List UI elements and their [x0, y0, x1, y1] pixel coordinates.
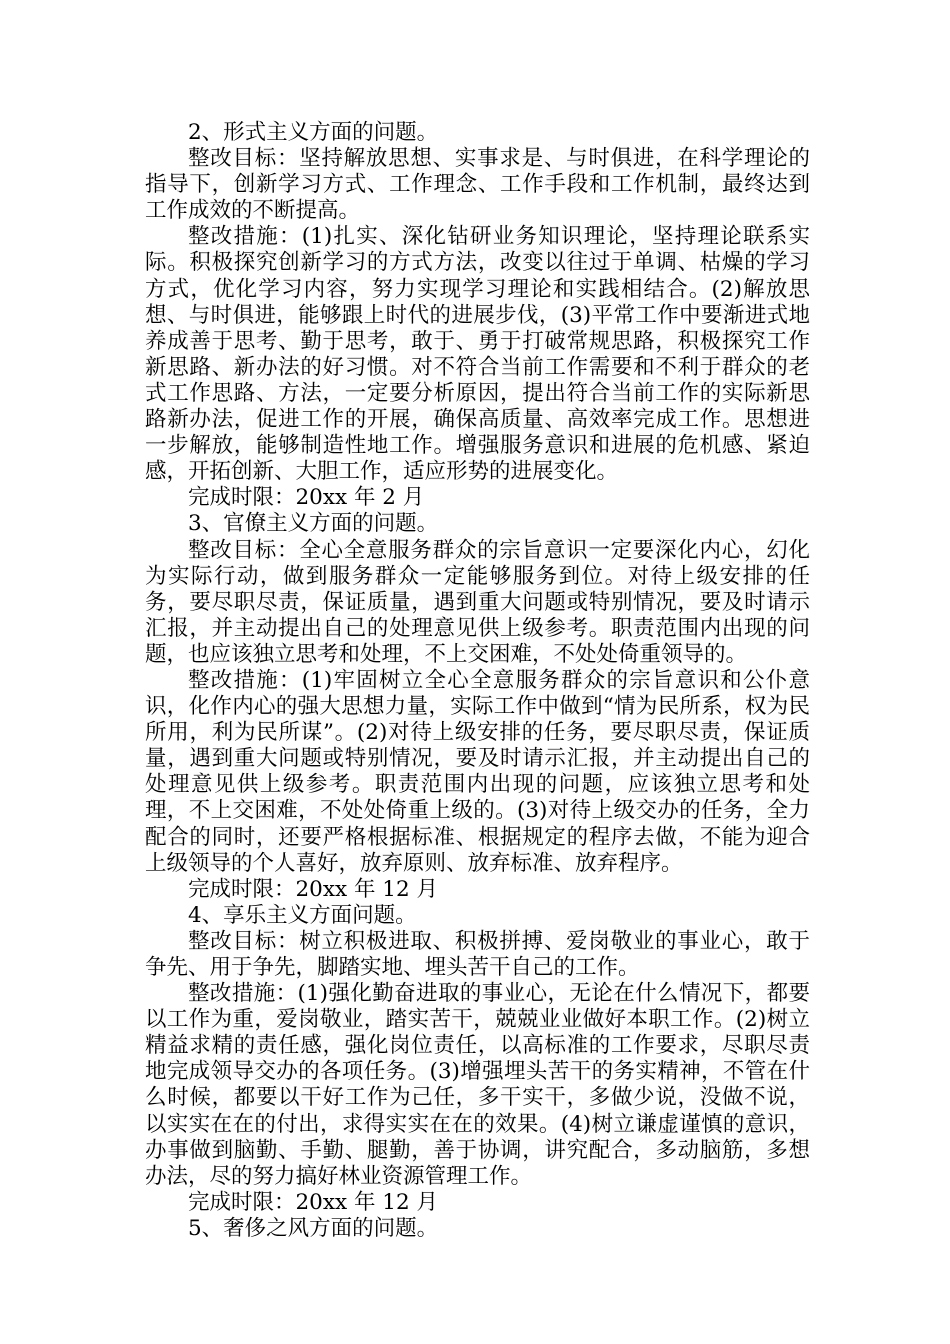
deadline-formalism: 完成时限：20xx 年 2 月 [188, 485, 425, 511]
heading-extravagance: 5、奢侈之风方面的问题。 [188, 1215, 439, 1241]
heading-hedonism: 4、享乐主义方面问题。 [188, 902, 417, 928]
document-body [145, 120, 810, 1242]
rectification-goal-bureaucratism: 整改目标：全心全意服务群众的宗旨意识一定要深化内心，幻化为实际行动，做到服务群众一定能够服务到位。对待上级安排的任务，要尽职尽责，保证质量，遇到重大问题或特别情况，要及时请示汇报，并主动提出自己的处理意见供上级参考。职责范围内出现的问题，也应该独立思考和处理，不上交困难，不处处倚重领导的。 [145, 537, 810, 667]
rectification-measures-hedonism: 整改措施：(1)强化勤奋进取的事业心，无论在什么情况下，都要以工作为重，爱岗敬业，踏实苦干，兢兢业业做好本职工作。(2)树立精益求精的责任感，强化岗位责任，以高标准的工作要求，尽职尽责地完成领导交办的各项任务。(3)增强埋头苦干的务实精神，不管在什么时候，都要以干好工作为己任，多干实干，多做少说，没做不说，以实实在在的付出，求得实实在在的效果。(4)树立谦虚谨慎的意识，办事做到脑勤、手勤、腿勤，善于协调，讲究配合，多动脑筋，多想办法，尽的努力搞好林业资源管理工作。 [145, 981, 810, 1189]
deadline-bureaucratism: 完成时限：20xx 年 12 月 [188, 876, 438, 902]
rectification-goal-hedonism: 整改目标：树立积极进取、积极拼搏、爱岗敬业的事业心，敢于争先、用于争先，脚踏实地、埋头苦干自己的工作。 [145, 928, 810, 980]
rectification-goal-formalism: 整改目标：坚持解放思想、实事求是、与时俱进，在科学理论的指导下，创新学习方式、工作理念、工作手段和工作机制，最终达到工作成效的不断提高。 [145, 146, 810, 224]
heading-bureaucratism: 3、官僚主义方面的问题。 [188, 511, 439, 537]
rectification-measures-formalism: 整改措施：(1)扎实、深化钻研业务知识理论，坚持理论联系实际。积极探究创新学习的方式方法，改变以往过于单调、枯燥的学习方式，优化学习内容，努力实现学习理论和实践相结合。(2)解放思想、与时俱进，能够跟上时代的进展步伐，(3)平常工作中要渐进式地养成善于思考、勤于思考，敢于、勇于打破常规思路，积极探究工作新思路、新办法的好习惯。对不符合当前工作需要和不利于群众的老式工作思路、方法，一定要分析原因，提出符合当前工作的实际新思路新办法，促进工作的开展，确保高质量、高效率完成工作。思想进一步解放，能够制造性地工作。增强服务意识和进展的危机感、紧迫感，开拓创新、大胆工作，适应形势的进展变化。 [145, 224, 810, 485]
rectification-measures-bureaucratism: 整改措施：(1)牢固树立全心全意服务群众的宗旨意识和公仆意识，化作内心的强大思想力量，实际工作中做到“情为民所系，权为民所用，利为民所谋”。(2)对待上级安排的任务，要尽职尽责，保证质量，遇到重大问题或特别情况，要及时请示汇报，并主动提出自己的处理意见供上级参考。职责范围内出现的问题，应该独立思考和处理，不上交困难，不处处倚重上级的。(3)对待上级交办的任务，全力配合的同时，还要严格根据标准、根据规定的程序去做，不能为迎合上级领导的个人喜好，放弃原则、放弃标准、放弃程序。 [145, 667, 810, 876]
heading-formalism: 2、形式主义方面的问题。 [188, 120, 439, 145]
deadline-hedonism: 完成时限：20xx 年 12 月 [188, 1189, 438, 1215]
